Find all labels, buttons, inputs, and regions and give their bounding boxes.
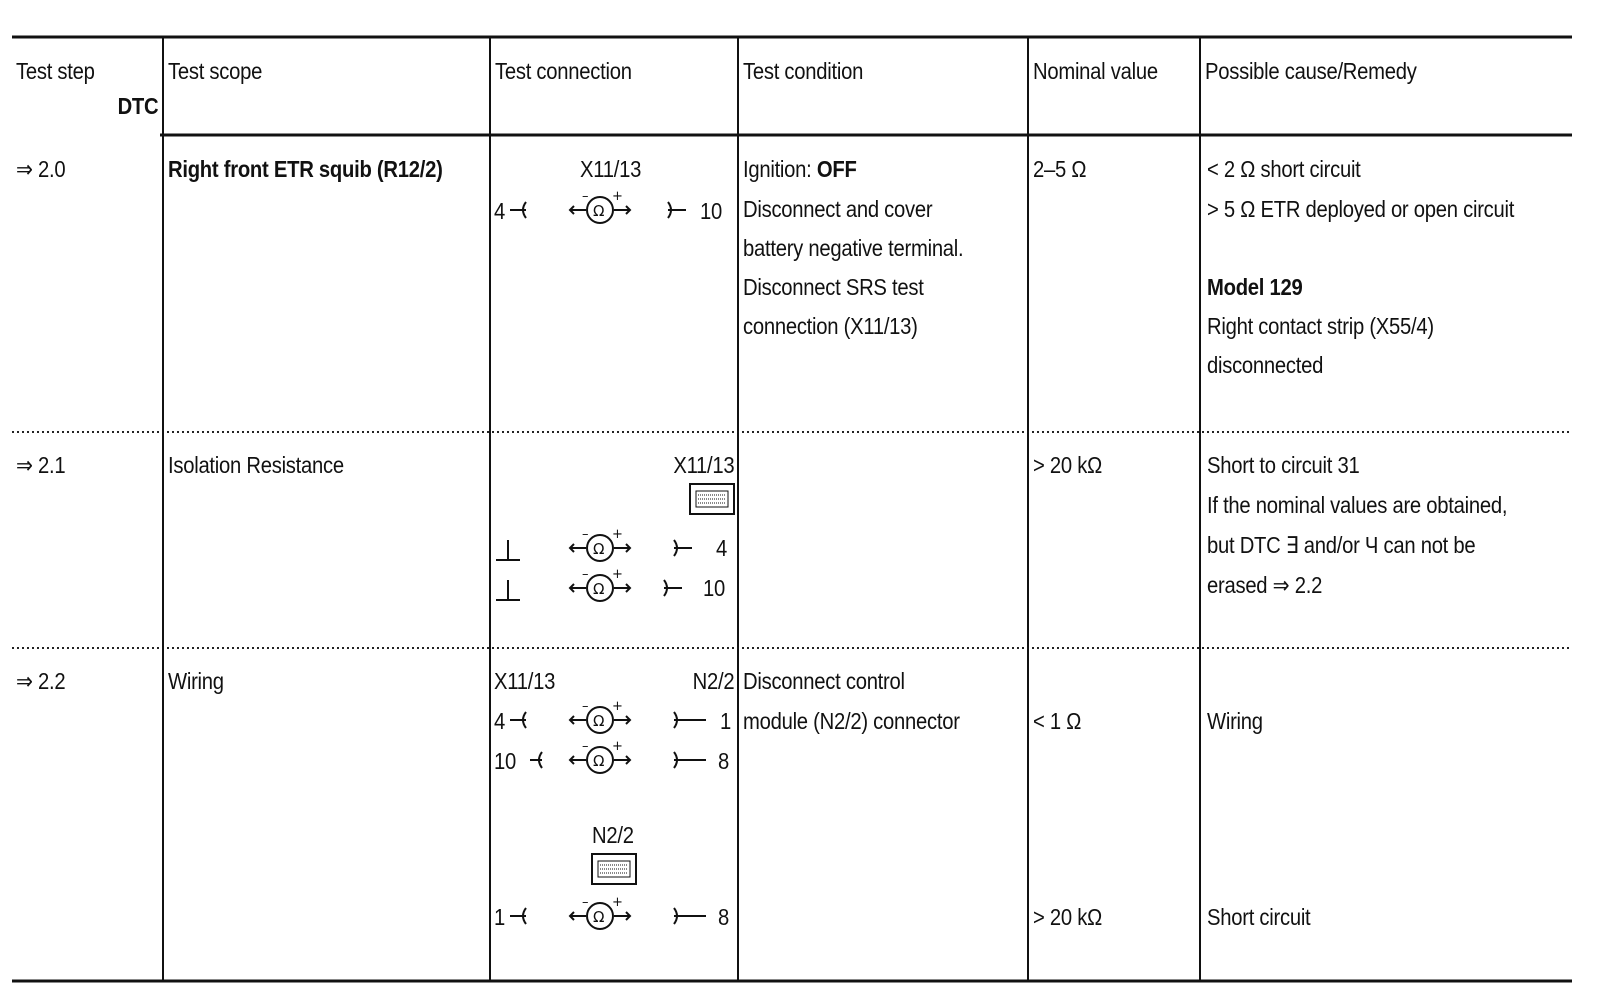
pin-right: 10	[700, 198, 722, 224]
svg-text:Ω: Ω	[593, 202, 605, 220]
pin-left: 1	[494, 904, 505, 930]
header-test-scope: Test scope	[168, 58, 263, 84]
model-label: Model 129	[1207, 274, 1303, 300]
svg-text:–: –	[582, 190, 589, 204]
svg-text:–: –	[582, 700, 589, 714]
header-dtc: DTC	[117, 93, 158, 119]
cause-line: erased ⇒ 2.2	[1207, 572, 1323, 598]
condition-line: module (N2/2) connector	[743, 708, 960, 734]
test-scope-text: Isolation Resistance	[168, 452, 344, 478]
pin-number: 10	[703, 575, 725, 601]
header-test-condition: Test condition	[743, 58, 864, 84]
condition-line: battery negative terminal.	[743, 235, 964, 261]
ohmmeter-icon	[508, 896, 718, 936]
nominal-value: < 1 Ω	[1033, 708, 1082, 734]
nominal-value: > 20 kΩ	[1033, 904, 1102, 930]
connector-socket-icon	[590, 852, 638, 886]
svg-text:+: +	[612, 190, 623, 204]
svg-text:–: –	[582, 528, 589, 542]
cause-line: Wiring	[1207, 708, 1263, 734]
nominal-value: 2–5 Ω	[1033, 156, 1087, 182]
connector-label: N2/2	[692, 668, 734, 694]
svg-text:+: +	[612, 896, 623, 910]
ohmmeter-icon	[494, 528, 714, 608]
svg-text:+: +	[612, 528, 623, 542]
condition-line	[743, 150, 857, 188]
condition-line: connection (X11/13)	[743, 313, 918, 339]
cause-line: < 2 Ω short circuit	[1207, 156, 1361, 182]
header-possible-cause: Possible cause/Remedy	[1205, 58, 1417, 84]
cause-line: > 5 Ω ETR deployed or open circuit	[1207, 196, 1515, 222]
connector-label: X11/13	[672, 452, 734, 478]
module-label: N2/2	[592, 822, 634, 848]
condition-line: Disconnect SRS test	[743, 274, 924, 300]
svg-text:Ω: Ω	[593, 580, 605, 598]
svg-text:–: –	[582, 567, 589, 582]
ignition-value: OFF	[816, 156, 857, 182]
svg-text:Ω: Ω	[593, 712, 605, 730]
ohmmeter-icon	[508, 190, 698, 230]
test-scope-text: Wiring	[168, 668, 224, 694]
header-test-step: Test step	[16, 58, 95, 84]
connector-label: X11/13	[580, 156, 642, 182]
svg-text:+: +	[612, 739, 623, 754]
step-label: ⇒ 2.2	[16, 668, 66, 694]
cause-line: Short to circuit 31	[1207, 452, 1360, 478]
pin-left: 10	[494, 748, 516, 774]
pin-left: 4	[494, 198, 505, 224]
test-scope-text: Right front ETR squib (R12/2)	[168, 156, 443, 182]
svg-text:Ω: Ω	[593, 540, 605, 558]
svg-text:+: +	[612, 567, 623, 582]
cause-line: disconnected	[1207, 352, 1324, 378]
condition-line: Disconnect control	[743, 668, 905, 694]
cause-line: but DTC ∃ and/or Ч can not be	[1207, 532, 1476, 558]
svg-text:Ω: Ω	[593, 908, 605, 926]
pin-left: 4	[494, 708, 505, 734]
pin-right: 8	[718, 904, 729, 930]
pin-right: 1	[720, 708, 731, 734]
pin-right: 8	[718, 748, 729, 774]
svg-text:+: +	[612, 700, 623, 714]
nominal-value: > 20 kΩ	[1033, 452, 1102, 478]
cause-line: Right contact strip (X55/4)	[1207, 313, 1434, 339]
ohmmeter-icon	[508, 700, 718, 780]
cause-line: If the nominal values are obtained,	[1207, 492, 1508, 518]
svg-text:–: –	[582, 739, 589, 754]
connector-label: X11/13	[494, 668, 556, 694]
condition-line: Disconnect and cover	[743, 196, 933, 222]
ignition-label: Ignition:	[743, 156, 812, 182]
svg-text:–: –	[582, 896, 589, 910]
header-nominal-value: Nominal value	[1033, 58, 1158, 84]
header-test-connection: Test connection	[495, 58, 632, 84]
pin-number: 4	[716, 535, 727, 561]
connector-socket-icon	[688, 482, 736, 516]
step-label: ⇒ 2.0	[16, 156, 66, 182]
cause-line: Short circuit	[1207, 904, 1311, 930]
svg-text:Ω: Ω	[593, 752, 605, 770]
step-label: ⇒ 2.1	[16, 452, 66, 478]
